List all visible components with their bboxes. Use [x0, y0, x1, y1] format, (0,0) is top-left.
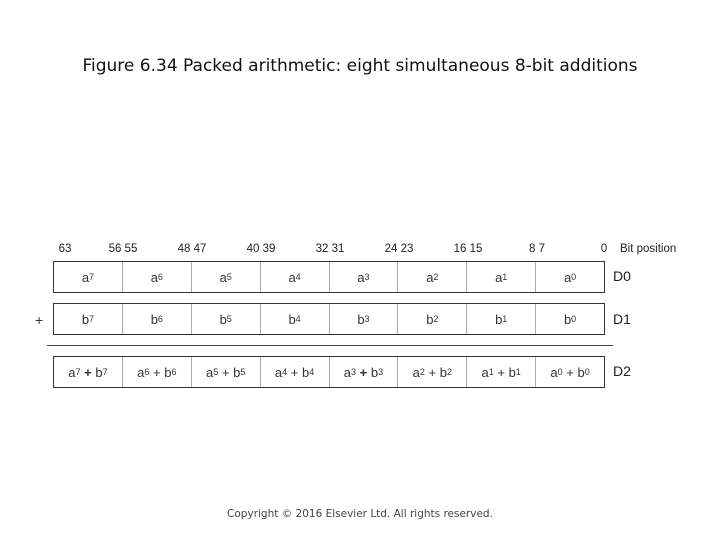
bit-label-8-7: 8 7 [529, 243, 545, 255]
d1-cell: b 1 [467, 304, 536, 334]
d1-cell: b 2 [398, 304, 467, 334]
d0-cell: a 1 [467, 262, 536, 292]
bit-label-40-39: 40 39 [246, 243, 276, 255]
sum-rule [47, 345, 613, 346]
bit-label-24-23: 24 23 [384, 243, 414, 255]
register-d2 [53, 356, 605, 388]
d2-cell: a 4 + b 4 [261, 357, 330, 387]
d0-cell: a 5 [192, 262, 261, 292]
d1-cell: b 4 [261, 304, 330, 334]
register-d0 [53, 261, 605, 293]
register-label-d0: D0 [613, 268, 631, 284]
bit-label-56-55: 56 55 [108, 243, 138, 255]
d0-cell: a 0 [563, 269, 577, 285]
figure-title: Figure 6.34 Packed arithmetic: eight simultaneous 8-bit additions [82, 56, 638, 76]
register-label-d2: D2 [613, 363, 631, 379]
d2-cell: a 3 + b 3 [330, 357, 399, 387]
bit-position-label: Bit position [620, 243, 677, 255]
bit-position-ruler [0, 243, 720, 257]
d1-cell: b 3 [330, 304, 399, 334]
d1-cell: b 7 [54, 304, 123, 334]
d2-cell: a 6 + b 6 [123, 357, 192, 387]
bit-label-63: 63 [58, 243, 72, 255]
bit-label-32-31: 32 31 [315, 243, 345, 255]
d1-cell: b 6 [123, 304, 192, 334]
d2-cell: a 1 + b 1 [467, 357, 536, 387]
d1-cell: b 0 [563, 311, 577, 327]
d0-cell: a 4 [261, 262, 330, 292]
register-d1 [53, 303, 605, 335]
bit-label-48-47: 48 47 [177, 243, 207, 255]
register-label-d1: D1 [613, 311, 631, 327]
d0-cell: a 7 [54, 262, 123, 292]
d2-cell: a 0 + b 0 [550, 364, 590, 380]
d0-cell: a 6 [123, 262, 192, 292]
d0-cell: a 2 [398, 262, 467, 292]
d2-cell: a 5 + b 5 [192, 357, 261, 387]
d2-cell: a 7 + b 7 [54, 357, 123, 387]
d2-cell: a 2 + b 2 [398, 357, 467, 387]
d1-cell: b 5 [192, 304, 261, 334]
d0-cell: a 3 [330, 262, 399, 292]
plus-operator: + [35, 312, 44, 328]
bit-label-0: 0 [600, 243, 608, 255]
copyright-notice: Copyright © 2016 Elsevier Ltd. All rights reserved. [227, 508, 493, 520]
bit-label-16-15: 16 15 [453, 243, 483, 255]
